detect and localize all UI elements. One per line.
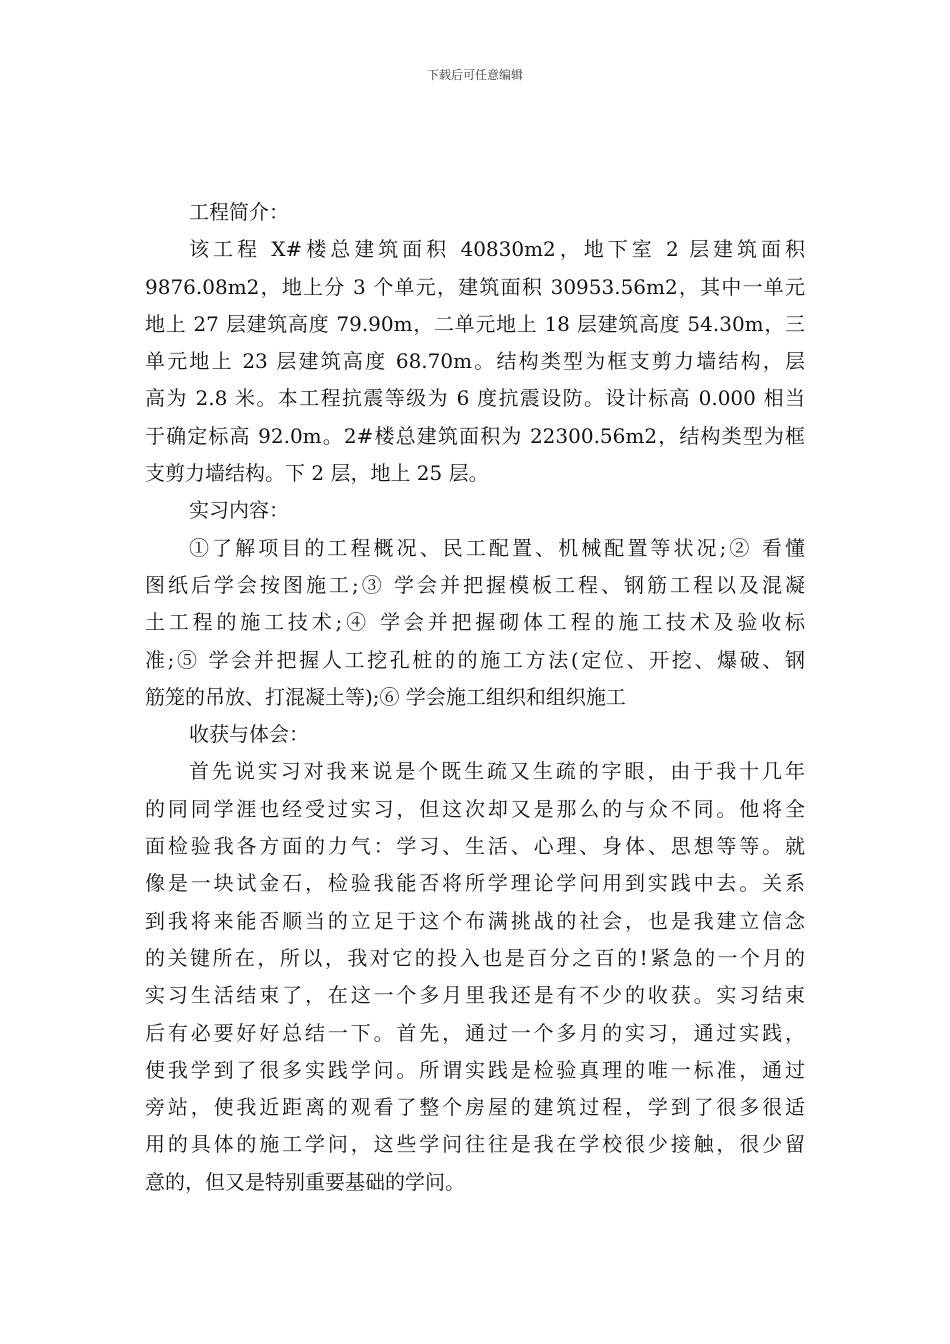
text-line: 准;⑤ 学会并把握人工挖孔桩的的施工方法(定位、开挖、爆破、钢 bbox=[145, 647, 805, 672]
text-line: 首先说实习对我来说是个既生疏又生疏的字眼，由于我十几年 bbox=[189, 759, 805, 784]
document-body bbox=[145, 194, 805, 1201]
text-line: 9876.08m2，地上分 3 个单元，建筑面积 30953.56m2，其中一单元 bbox=[145, 274, 805, 299]
text-line: 该工程 X#楼总建筑面积 40830m2，地下室 2 层建筑面积 bbox=[189, 237, 805, 262]
text-line: 面检验我各方面的力气：学习、生活、心理、身体、思想等等。就 bbox=[145, 834, 805, 859]
text-line: 使我学到了很多实践学问。所谓实践是检验真理的唯一标准，通过 bbox=[145, 1057, 805, 1082]
text-line: 用的具体的施工学问，这些学问往往是我在学校很少接触，很少留 bbox=[145, 1132, 805, 1157]
text-line: 土工程的施工技术;④ 学会并把握砌体工程的施工技术及验收标 bbox=[145, 610, 805, 635]
text-line: 图纸后学会按图施工;③ 学会并把握模板工程、钢筋工程以及混凝 bbox=[145, 572, 805, 597]
text-line: 地上 27 层建筑高度 79.90m，二单元地上 18 层建筑高度 54.30m，三 bbox=[145, 311, 805, 336]
text-line: ①了解项目的工程概况、民工配置、机械配置等状况;② 看懂 bbox=[189, 535, 805, 560]
text-line: 实习生活结束了，在这一个多月里我还是有不少的收获。实习结束 bbox=[145, 983, 805, 1008]
text-line: 实习内容： bbox=[189, 498, 289, 523]
text-line: 的同同学涯也经受过实习，但这次却又是那么的与众不同。他将全 bbox=[145, 796, 805, 821]
text-line: 于确定标高 92.0m。2#楼总建筑面积为 22300.56m2，结构类型为框 bbox=[145, 423, 805, 448]
text-line: 工程简介： bbox=[189, 200, 289, 224]
text-line: 意的，但又是特别重要基础的学问。 bbox=[145, 1169, 465, 1194]
text-line: 的关键所在，所以，我对它的投入也是百分之百的!紧急的一个月的 bbox=[145, 945, 805, 970]
text-line: 旁站，使我近距离的观看了整个房屋的建筑过程，学到了很多很适 bbox=[145, 1095, 805, 1120]
page-header: 下载后可任意编辑 bbox=[426, 68, 523, 82]
text-line: 高为 2.8 米。本工程抗震等级为 6 度抗震设防。设计标高 0.000 相当 bbox=[145, 386, 805, 411]
text-line: 后有必要好好总结一下。首先，通过一个多月的实习，通过实践， bbox=[145, 1020, 805, 1045]
text-line: 像是一块试金石，检验我能否将所学理论学问用到实践中去。关系 bbox=[145, 871, 805, 896]
text-line: 单元地上 23 层建筑高度 68.70m。结构类型为框支剪力墙结构，层 bbox=[145, 349, 805, 374]
text-line: 收获与体会： bbox=[189, 722, 309, 747]
text-line: 筋笼的吊放、打混凝土等);⑥ 学会施工组织和组织施工 bbox=[145, 684, 626, 709]
text-line: 支剪力墙结构。下 2 层，地上 25 层。 bbox=[145, 461, 489, 486]
text-line: 到我将来能否顺当的立足于这个布满挑战的社会，也是我建立信念 bbox=[145, 908, 805, 933]
